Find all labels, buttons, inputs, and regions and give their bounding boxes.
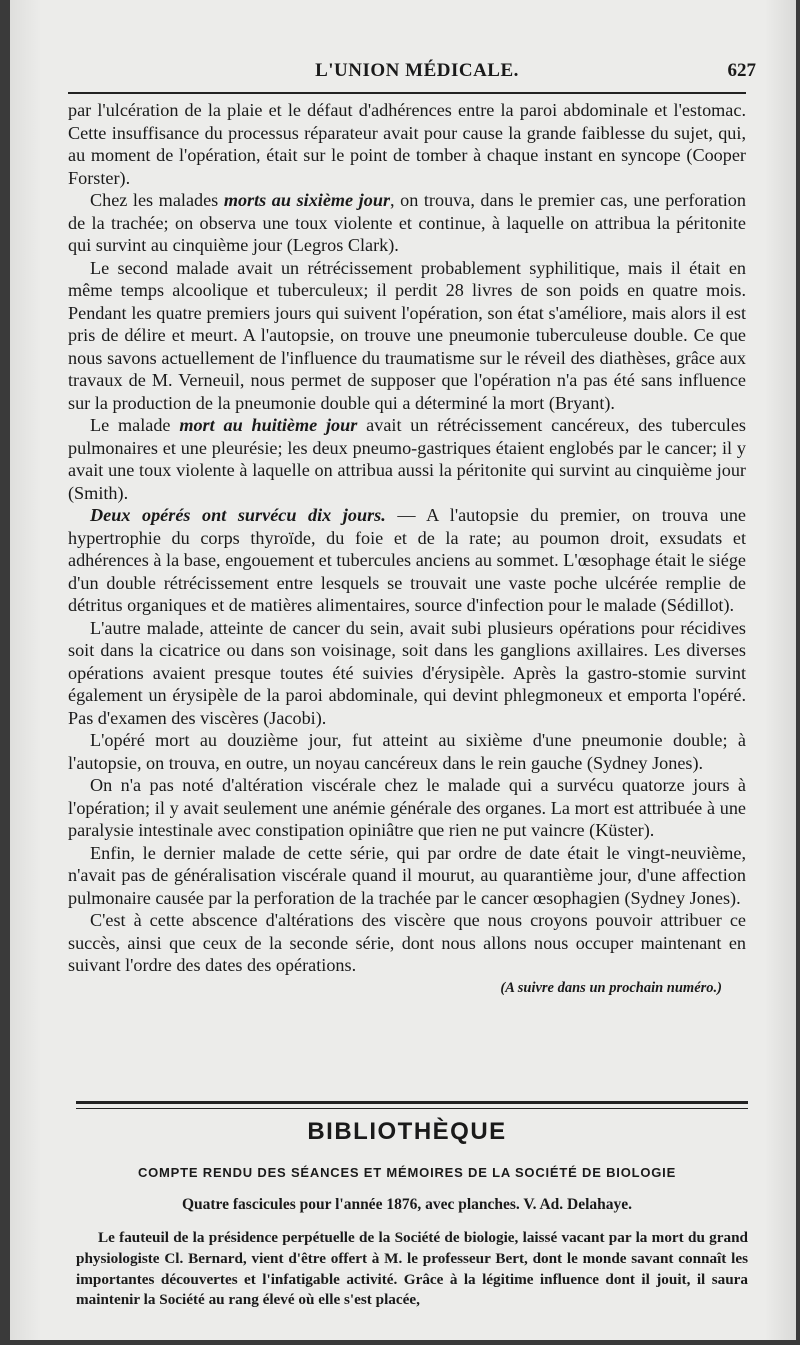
report-title: COMPTE RENDU DES SÉANCES ET MÉMOIRES DE LA SOCIÉTÉ DE BIOLOGIE: [137, 1165, 677, 1180]
paragraph: [68, 189, 746, 257]
paragraph-text: On n'a pas noté d'altération viscérale chez le malade qui a survécu quatorze jours à l'opération; il y avait seulement une anémie générale des organes. La mort est attribuée à une paralysie intestinale avec constipation opiniâtre que rien ne put vaincre (Küster).: [68, 775, 746, 840]
emphasis-text: mort au huitième jour: [179, 415, 358, 435]
paragraph-text: L'autre malade, atteinte de cancer du sein, avait subi plusieurs opérations pour récidives soit dans la cicatrice ou dans son voisinage, soit dans les ganglions axillaires. Les diverses opérations avaient presque toutes été suivies d'érysipèle. Après la gastro-stomie survint également un érysipèle de la paroi abdominale, qui devint phlegmoneux et emporta l'opéré. Pas d'examen des viscères (Jacobi).: [68, 617, 746, 728]
paragraph: [68, 729, 746, 774]
review-text: [76, 1228, 748, 1311]
paragraph-text: Le malade: [90, 415, 180, 435]
review-paragraph: Le fauteuil de la présidence perpétuelle de la Société de biologie, laissé vacant par la mort du grand physiologiste Cl. Bernard, vient d'être offert à M. le professeur Bert, dont le monde savant connaît les importantes découvertes et l'infatigable activité. Grâce à la légitime influence dont il jouit, il saura maintenir la Société au rang élevé où elle s'est placée,: [76, 1229, 748, 1309]
paragraph-text: C'est à cette abscence d'altérations des viscère que nous croyons pouvoir attribuer ce succès, ainsi que ceux de la seconde série, dont nous allons nous occuper maintenant en suivant l'ordre des dates des opérations.: [68, 910, 746, 975]
emphasis-text: morts au sixième jour: [223, 190, 391, 210]
report-subtitle: Quatre fascicules pour l'année 1876, avec planches. V. Ad. Delahaye.: [181, 1196, 633, 1213]
paragraph-text: — A l'autopsie du premier, on trouva une hypertrophie du corps thyroïde, du foie et de la rate; au poumon droit, exsudats et adhérences à la base, engouement et tubercules anciens au sommet. L'œsophage était le siége d'un double rétrécissement entre lesquels se trouvait une vaste poche ulcérée remplie de détritus organiques et de matières alimentaires, source d'infection pour le malade (Sédillot).: [68, 505, 746, 615]
running-title: L'UNION MÉDICALE.: [315, 60, 519, 81]
paragraph-text: Le second malade avait un rétrécissement probablement syphilitique, mais il était en même temps alcoolique et tuberculeux; il perdit 28 livres de son poids en quatre mois. Pendant les quatre premiers jours qui suivent l'opération, son état s'améliore, mais alors il est pris de délire et meurt. A l'autopsie, on trouve une pneumonie tuberculeuse double. Ce que nous savons actuellement de l'influence du traumatisme sur le réveil des diathèses, grâce aux travaux de M. Verneuil, nous permet de supposer que l'opération n'a pas été sans influence sur la production de la pneumonie double qui a déterminé la mort (Bryant).: [68, 257, 746, 413]
paragraph: [68, 504, 746, 617]
paragraph-text: , on trouva, dans le premier cas, une perforation de la trachée; on observa une toux violente et continue, à laquelle on attribua la péritonite qui survint au cinquième jour (Legros Clark).: [68, 190, 746, 255]
paragraph: [68, 909, 746, 977]
to-be-continued-note: (A suivre dans un prochain numéro.): [500, 979, 722, 996]
paragraph: [68, 842, 746, 910]
paragraph: [68, 99, 746, 189]
emphasis-text: Deux opérés ont survécu dix jours.: [90, 505, 386, 525]
paragraph: [68, 774, 746, 842]
page-header: [78, 60, 756, 86]
paragraph: [68, 257, 746, 415]
page-number: 627: [727, 60, 756, 81]
paragraph-list: [68, 99, 746, 977]
section-title: BIBLIOTHÈQUE: [307, 1118, 507, 1145]
paragraph: [68, 414, 746, 504]
paragraph-text: par l'ulcération de la plaie et le défaut d'adhérences entre la paroi abdominale et l'estomac. Cette insuffisance du processus réparateur avait pour cause la grande faiblesse du sujet, qui, au moment de l'opération, était sur le point de tomber à chaque instant en syncope (Cooper Forster).: [68, 100, 746, 188]
section-divider: [76, 1101, 748, 1109]
header-rule: [68, 92, 746, 94]
paragraph: [68, 617, 746, 730]
paragraph-text: Enfin, le dernier malade de cette série, qui par ordre de date était le vingt-neuvième, n'avait pas de généralisation viscérale quand il mourut, au quarantième jour, d'une affection pulmonaire causée par la perforation de la trachée par le cancer œsophagien (Sydney Jones).: [68, 842, 746, 908]
paragraph-text: avait un rétrécissement cancéreux, des tubercules pulmonaires et une pleurésie; les deux pneumo-gastriques étaient englobés par le cancer; il y avait une toux violente à laquelle on attribua aussi la péritonite qui survint au cinquième jour (Smith).: [68, 415, 746, 503]
paragraph-text: L'opéré mort au douzième jour, fut atteint au sixième d'une pneumonie double; à l'autopsie, on trouva, en outre, un noyau cancéreux dans le rein gauche (Sydney Jones).: [68, 730, 746, 773]
paragraph-text: Chez les malades: [90, 190, 224, 210]
article-body: [68, 99, 746, 999]
